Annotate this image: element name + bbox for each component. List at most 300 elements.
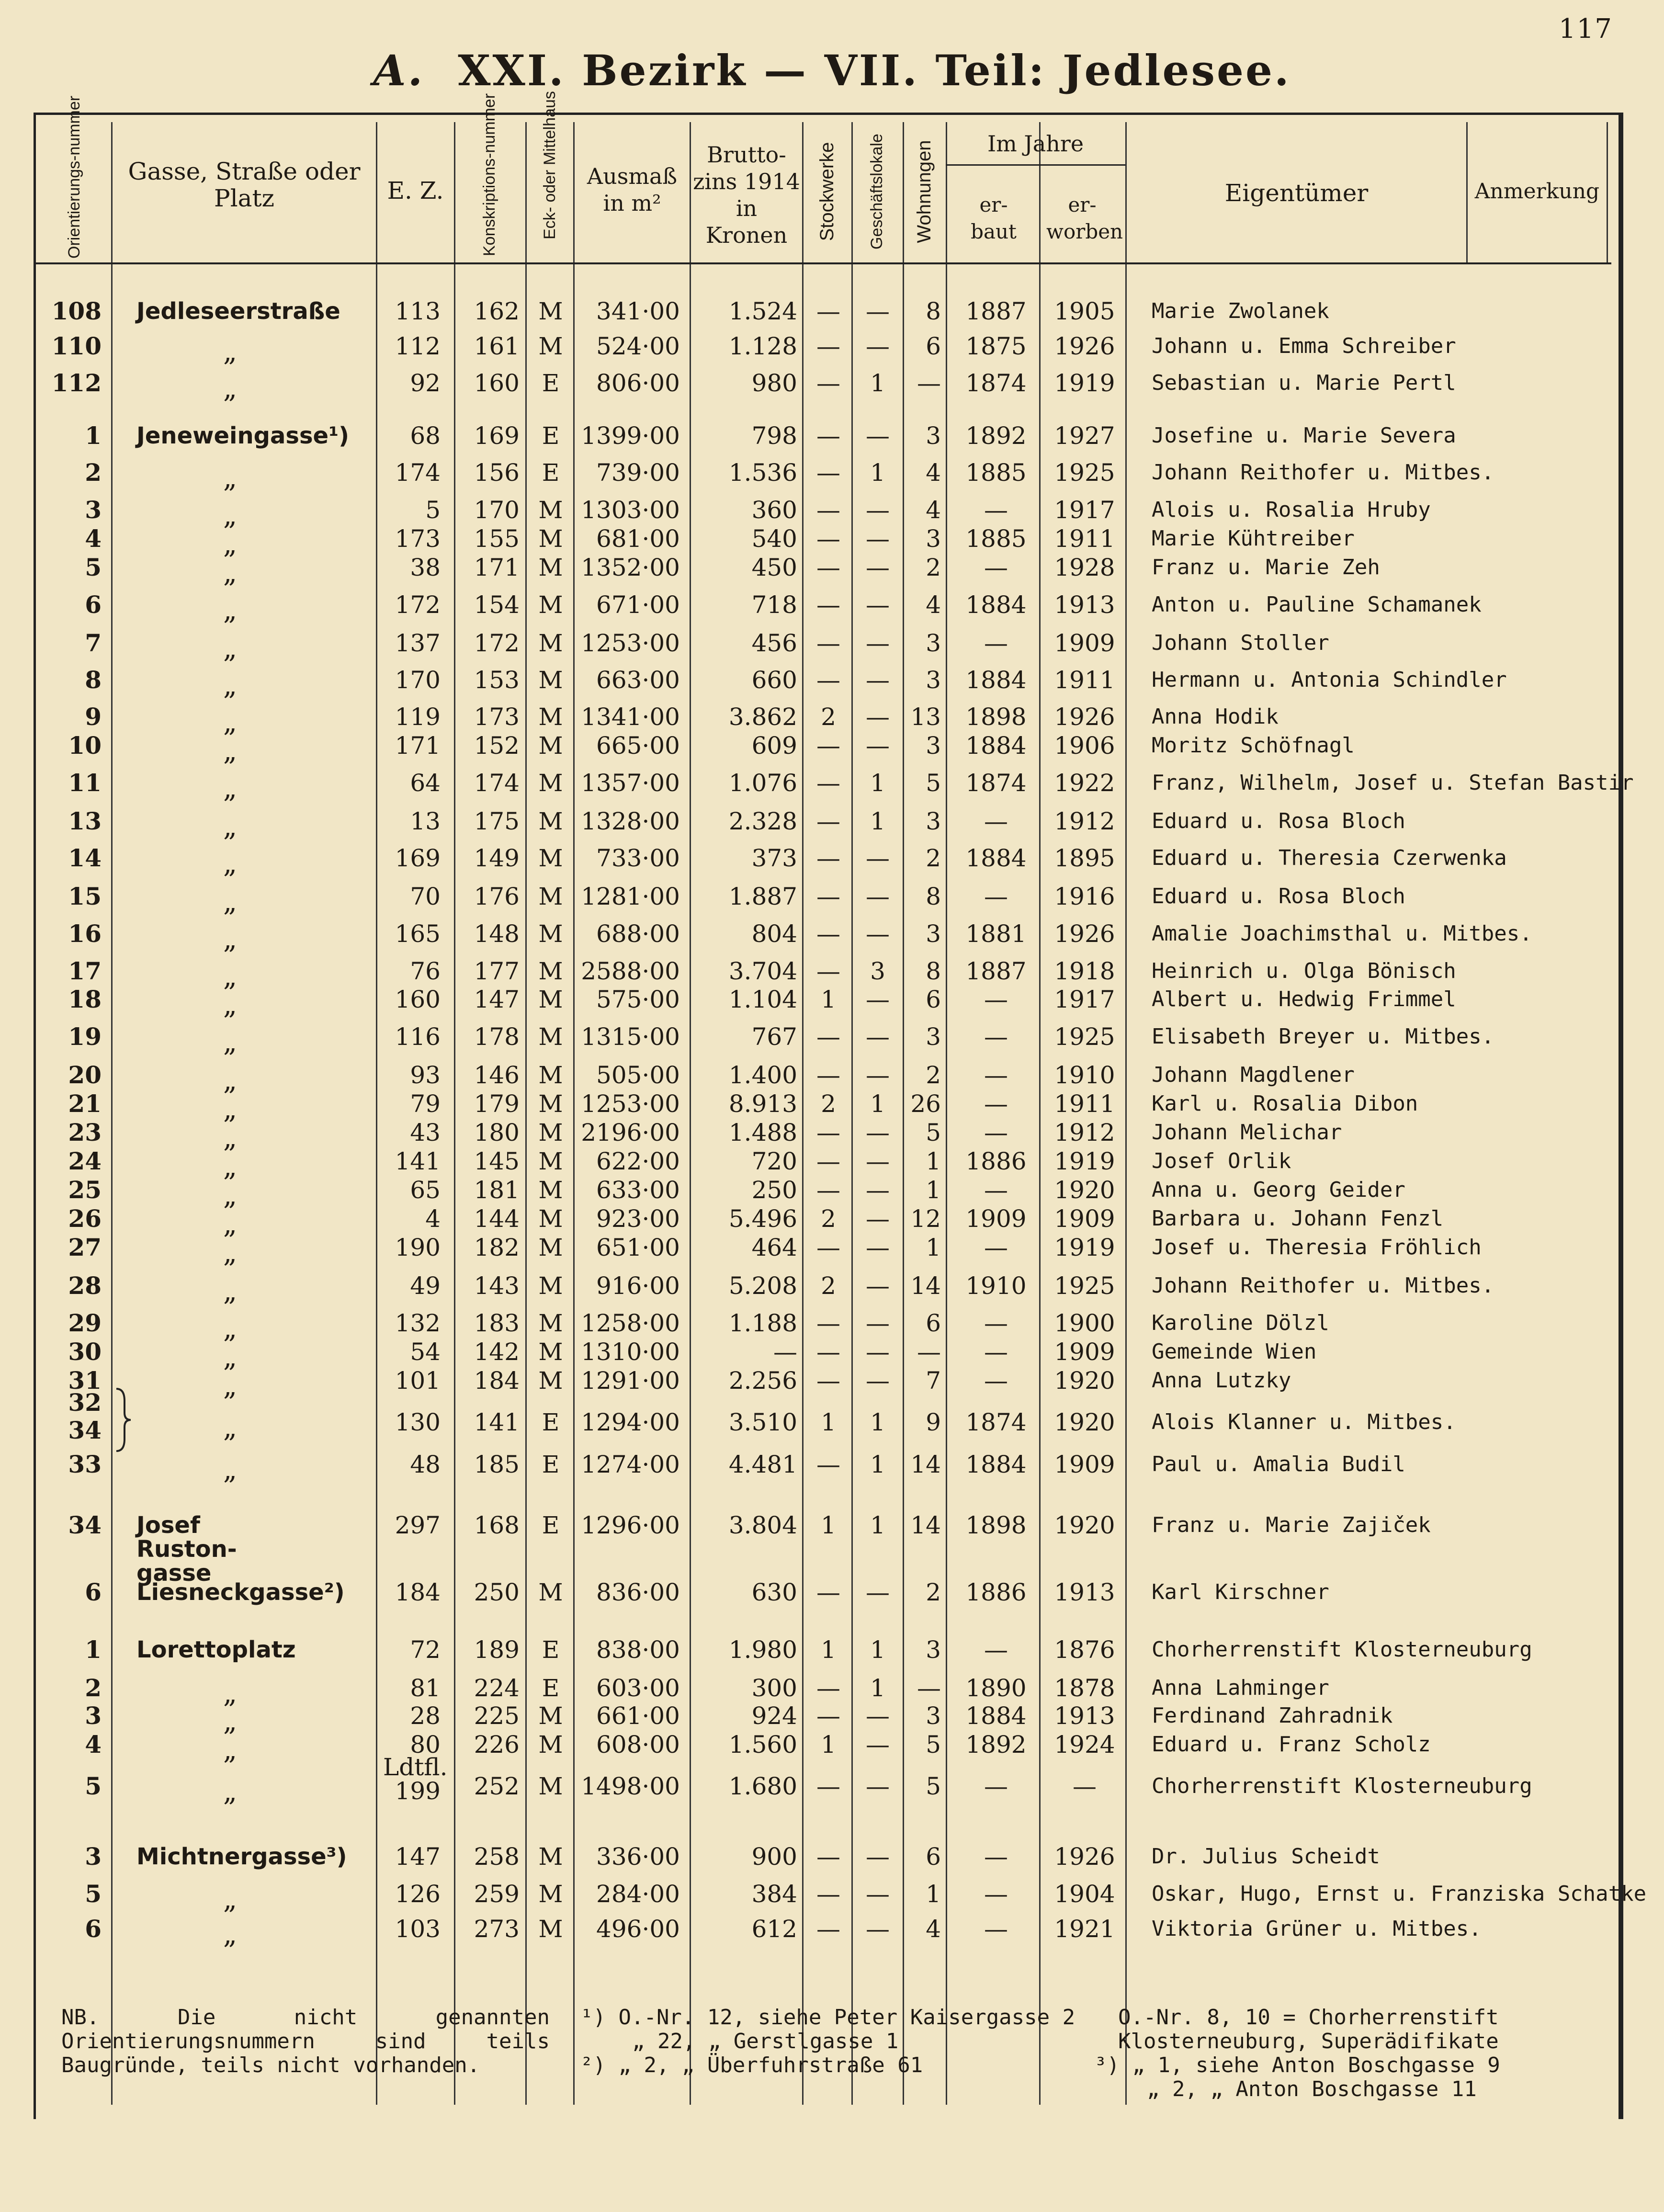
- cell-em: M: [538, 769, 563, 797]
- cell-aus: 1399·00: [581, 422, 680, 450]
- cell-st: —: [816, 459, 840, 487]
- cell-aus: 341·00: [596, 297, 680, 325]
- cell-em: M: [538, 1578, 563, 1606]
- column-rule: [111, 122, 113, 2105]
- cell-street: Michtnergasse³): [136, 1843, 347, 1870]
- cell-wo: 14: [910, 1272, 941, 1300]
- cell-st: —: [816, 1674, 840, 1702]
- cell-own: Anna Lahminger: [1152, 1676, 1329, 1700]
- cell-wo: —: [917, 1338, 941, 1366]
- cell-st: —: [816, 1119, 840, 1146]
- cell-wo: 8: [926, 883, 941, 910]
- cell-kn: 189: [474, 1636, 520, 1664]
- cell-em: M: [538, 1205, 563, 1233]
- cell-em: M: [538, 1119, 563, 1146]
- cell-st: 1: [821, 1408, 836, 1436]
- cell-kn: 179: [474, 1090, 520, 1118]
- cell-em: M: [538, 297, 563, 325]
- cell-ez: Ldtfl. 199: [383, 1753, 448, 1805]
- cell-eb: 1885: [965, 525, 1027, 553]
- cell-own: Anna Hodik: [1152, 704, 1279, 729]
- cell-st: —: [816, 525, 840, 553]
- cell-em: E: [542, 1451, 560, 1478]
- cell-aus: 284·00: [596, 1880, 680, 1908]
- cell-own: Viktoria Grüner u. Mitbes.: [1152, 1917, 1482, 1941]
- cell-ono: 20: [68, 1061, 102, 1089]
- cell-aus: 806·00: [596, 369, 680, 397]
- cell-gl: —: [866, 920, 890, 948]
- cell-bz: 804: [751, 920, 797, 948]
- cell-ono: 33: [68, 1450, 102, 1478]
- cell-st: —: [816, 807, 840, 835]
- cell-aus: 505·00: [596, 1061, 680, 1089]
- cell-street: „: [223, 336, 238, 367]
- cell-eb: —: [984, 1772, 1008, 1800]
- cell-ez: 184: [395, 1578, 441, 1606]
- cell-eb: 1898: [965, 1511, 1027, 1539]
- cell-aus: 1291·00: [581, 1367, 680, 1395]
- cell-eb: 1909: [965, 1205, 1027, 1233]
- cell-kn: 173: [474, 703, 520, 731]
- cell-ew: 1920: [1054, 1408, 1115, 1436]
- footnote-3a: ³) „ 1, siehe Anton Boschgasse 9: [1094, 2053, 1500, 2077]
- cell-aus: 838·00: [596, 1636, 680, 1664]
- cell-bz: 464: [751, 1234, 797, 1261]
- cell-ew: 1925: [1054, 459, 1115, 487]
- cell-aus: 688·00: [596, 920, 680, 948]
- cell-gl: —: [866, 1578, 890, 1606]
- cell-st: —: [816, 1061, 840, 1089]
- cell-st: —: [816, 1023, 840, 1051]
- cell-ono: 4: [85, 524, 102, 553]
- cell-kn: 226: [474, 1731, 520, 1758]
- cell-em: M: [538, 732, 563, 760]
- cell-ew: 1922: [1054, 769, 1115, 797]
- header-ausmass: Ausmaß in m²: [587, 163, 678, 216]
- cell-kn: 252: [474, 1772, 520, 1800]
- cell-eb: —: [984, 1843, 1008, 1871]
- cell-ez: 170: [395, 666, 441, 694]
- cell-wo: 4: [926, 591, 941, 619]
- cell-bz: 609: [751, 732, 797, 760]
- cell-bz: 1.128: [728, 332, 797, 360]
- cell-ew: 1913: [1054, 1578, 1115, 1606]
- cell-street: „: [223, 1342, 238, 1373]
- cell-ono: 7: [85, 629, 102, 657]
- cell-ew: 1878: [1054, 1674, 1115, 1702]
- cell-aus: 1253·00: [581, 629, 680, 657]
- cell-st: 2: [821, 703, 836, 731]
- cell-gl: —: [866, 591, 890, 619]
- header-im-jahre: Im Jahre: [987, 131, 1084, 157]
- cell-kn: 182: [474, 1234, 520, 1261]
- cell-ew: 1909: [1054, 1205, 1115, 1233]
- cell-own: Johann u. Emma Schreiber: [1152, 334, 1456, 358]
- cell-em: M: [538, 525, 563, 553]
- cell-own: Albert u. Hedwig Frimmel: [1152, 987, 1456, 1011]
- cell-em: M: [538, 1061, 563, 1089]
- cell-kn: 174: [474, 769, 520, 797]
- cell-own: Anna u. Georg Geider: [1152, 1178, 1405, 1202]
- cell-st: —: [816, 591, 840, 619]
- cell-ez: 72: [410, 1636, 441, 1664]
- cell-ez: 76: [410, 957, 441, 985]
- cell-bz: 3.510: [728, 1408, 797, 1436]
- cell-em: M: [538, 1843, 563, 1871]
- cell-ew: 1911: [1054, 666, 1115, 694]
- cell-bz: 1.488: [728, 1119, 797, 1146]
- cell-own: Barbara u. Johann Fenzl: [1152, 1206, 1444, 1231]
- cell-eb: —: [984, 807, 1008, 835]
- cell-kn: 152: [474, 732, 520, 760]
- cell-gl: 1: [870, 807, 885, 835]
- cell-bz: 540: [751, 525, 797, 553]
- cell-em: M: [538, 1880, 563, 1908]
- cell-street: „: [223, 1065, 238, 1096]
- cell-em: M: [538, 591, 563, 619]
- cell-ono: 5: [85, 553, 102, 581]
- cell-kn: 250: [474, 1578, 520, 1606]
- cell-kn: 153: [474, 666, 520, 694]
- cell-kn: 184: [474, 1367, 520, 1395]
- cell-street: „: [223, 1371, 238, 1402]
- cell-own: Hermann u. Antonia Schindler: [1152, 668, 1507, 692]
- cell-aus: 923·00: [596, 1205, 680, 1233]
- cell-st: —: [816, 1147, 840, 1175]
- cell-wo: 1: [926, 1234, 941, 1261]
- cell-eb: 1898: [965, 703, 1027, 731]
- cell-street: „: [223, 633, 238, 664]
- cell-kn: 141: [474, 1408, 520, 1436]
- cell-ew: 1918: [1054, 957, 1115, 985]
- cell-ew: 1909: [1054, 1451, 1115, 1478]
- cell-ez: 54: [410, 1338, 441, 1366]
- cell-ez: 174: [395, 459, 441, 487]
- cell-st: —: [816, 883, 840, 910]
- cell-street: „: [223, 886, 238, 918]
- cell-bz: 612: [751, 1915, 797, 1943]
- cell-kn: 183: [474, 1309, 520, 1337]
- cell-kn: 170: [474, 496, 520, 524]
- cell-own: Josefine u. Marie Severa: [1152, 423, 1456, 448]
- page-number: 117: [1559, 13, 1613, 45]
- cell-eb: 1887: [965, 297, 1027, 325]
- cell-own: Josef Orlik: [1152, 1149, 1291, 1173]
- cell-own: Eduard u. Rosa Bloch: [1152, 809, 1405, 833]
- brace-icon: [114, 1386, 133, 1453]
- cell-eb: 1887: [965, 957, 1027, 985]
- cell-own: Eduard u. Theresia Czerwenka: [1152, 846, 1507, 870]
- cell-aus: 1296·00: [581, 1511, 680, 1539]
- cell-aus: 665·00: [596, 732, 680, 760]
- cell-wo: 6: [926, 1309, 941, 1337]
- cell-ez: 160: [395, 986, 441, 1013]
- cell-aus: 496·00: [596, 1915, 680, 1943]
- cell-street: Josef Ruston-gasse: [136, 1512, 237, 1587]
- cell-gl: 1: [870, 1511, 885, 1539]
- cell-ez: 92: [410, 369, 441, 397]
- cell-st: —: [816, 1843, 840, 1871]
- cell-ew: 1928: [1054, 554, 1115, 581]
- cell-own: Chorherrenstift Klosterneuburg: [1152, 1774, 1532, 1798]
- cell-aus: 1498·00: [581, 1772, 680, 1800]
- header-eigentuemer: Eigentümer: [1224, 179, 1369, 207]
- cell-eb: —: [984, 1119, 1008, 1146]
- cell-ono: 9: [85, 703, 102, 731]
- cell-kn: 161: [474, 332, 520, 360]
- cell-eb: —: [984, 883, 1008, 910]
- cell-street: „: [223, 1454, 238, 1486]
- column-rule: [946, 122, 947, 2105]
- cell-ez: 49: [410, 1272, 441, 1300]
- cell-gl: —: [866, 1702, 890, 1730]
- cell-aus: 1258·00: [581, 1309, 680, 1337]
- cell-street: „: [223, 773, 238, 804]
- cell-kn: 155: [474, 525, 520, 553]
- cell-ono: 15: [68, 882, 102, 910]
- cell-ez: 171: [395, 732, 441, 760]
- cell-gl: 1: [870, 1090, 885, 1118]
- cell-em: M: [538, 1176, 563, 1204]
- cell-own: Oskar, Hugo, Ernst u. Franziska Schatke: [1152, 1882, 1647, 1906]
- cell-gl: —: [866, 1338, 890, 1366]
- cell-wo: 1: [926, 1880, 941, 1908]
- cell-aus: 1357·00: [581, 769, 680, 797]
- cell-kn: 143: [474, 1272, 520, 1300]
- cell-kn: 176: [474, 883, 520, 910]
- cell-wo: 2: [926, 1061, 941, 1089]
- cell-own: Franz, Wilhelm, Josef u. Stefan Bastir: [1152, 771, 1634, 795]
- cell-st: —: [816, 732, 840, 760]
- cell-st: —: [816, 496, 840, 524]
- cell-bz: 718: [751, 591, 797, 619]
- cell-ono: 18: [68, 985, 102, 1013]
- cell-st: —: [816, 957, 840, 985]
- cell-ono: 6: [85, 1915, 102, 1943]
- cell-street: Liesneckgasse²): [136, 1579, 345, 1606]
- cell-ew: 1926: [1054, 332, 1115, 360]
- cell-eb: 1881: [965, 920, 1027, 948]
- cell-st: —: [816, 1338, 840, 1366]
- cell-st: —: [816, 1176, 840, 1204]
- footnote-2: ²) „ 2, „ Überfuhrstraße 61: [580, 2053, 923, 2077]
- cell-aus: 633·00: [596, 1176, 680, 1204]
- cell-eb: —: [984, 1636, 1008, 1664]
- cell-ono: 2: [85, 1674, 102, 1702]
- cell-ono: 25: [68, 1176, 102, 1204]
- cell-aus: 916·00: [596, 1272, 680, 1300]
- cell-kn: 177: [474, 957, 520, 985]
- cell-ez: 116: [395, 1023, 441, 1051]
- footnote-1b: „ 22, „ Gerstlgasse 1: [632, 2029, 899, 2053]
- cell-eb: 1875: [965, 332, 1027, 360]
- cell-wo: 3: [926, 807, 941, 835]
- column-rule: [1607, 122, 1608, 263]
- cell-wo: 5: [926, 1731, 941, 1758]
- cell-kn: 142: [474, 1338, 520, 1366]
- cell-gl: —: [866, 1147, 890, 1175]
- cell-ono: 112: [51, 369, 102, 397]
- cell-kn: 146: [474, 1061, 520, 1089]
- cell-bz: 767: [751, 1023, 797, 1051]
- cell-gl: —: [866, 496, 890, 524]
- cell-aus: 336·00: [596, 1843, 680, 1871]
- cell-wo: 3: [926, 422, 941, 450]
- header-rule: [36, 262, 1611, 264]
- cell-eb: —: [984, 1309, 1008, 1337]
- cell-ez: 173: [395, 525, 441, 553]
- cell-ono: 21: [68, 1089, 102, 1118]
- cell-aus: 524·00: [596, 332, 680, 360]
- cell-ew: 1900: [1054, 1309, 1115, 1337]
- cell-kn: 156: [474, 459, 520, 487]
- cell-ew: 1917: [1054, 496, 1115, 524]
- cell-street: „: [223, 1151, 238, 1182]
- cell-gl: 1: [870, 1636, 885, 1664]
- cell-eb: 1884: [965, 1702, 1027, 1730]
- cell-street: „: [223, 595, 238, 626]
- cell-gl: 1: [870, 769, 885, 797]
- cell-street: „: [223, 924, 238, 955]
- cell-ez: 64: [410, 769, 441, 797]
- cell-bz: 450: [751, 554, 797, 581]
- cell-eb: 1874: [965, 769, 1027, 797]
- cell-em: E: [542, 459, 560, 487]
- cell-wo: 5: [926, 1119, 941, 1146]
- cell-gl: —: [866, 1272, 890, 1300]
- cell-gl: —: [866, 629, 890, 657]
- cell-em: M: [538, 1702, 563, 1730]
- cell-em: M: [538, 1915, 563, 1943]
- cell-gl: 1: [870, 459, 885, 487]
- cell-em: M: [538, 1731, 563, 1758]
- cell-aus: 1274·00: [581, 1451, 680, 1478]
- header-anmerkung: Anmerkung: [1474, 179, 1600, 204]
- cell-st: 2: [821, 1272, 836, 1300]
- column-rule: [376, 122, 377, 2105]
- cell-em: M: [538, 1367, 563, 1395]
- cell-ez: 101: [395, 1367, 441, 1395]
- cell-own: Marie Kühtreiber: [1152, 526, 1355, 551]
- cell-aus: 651·00: [596, 1234, 680, 1261]
- cell-st: 2: [821, 1205, 836, 1233]
- cell-gl: 1: [870, 369, 885, 397]
- cell-street: „: [223, 1412, 238, 1443]
- cell-own: Karoline Dölzl: [1152, 1311, 1329, 1335]
- cell-st: —: [816, 1451, 840, 1478]
- cell-own: Johann Reithofer u. Mitbes.: [1152, 460, 1494, 485]
- cell-ew: 1906: [1054, 732, 1115, 760]
- cell-bz: 384: [751, 1880, 797, 1908]
- cell-ez: 5: [425, 496, 441, 524]
- cell-eb: 1885: [965, 459, 1027, 487]
- cell-own: Moritz Schöfnagl: [1152, 733, 1355, 758]
- cell-aus: 2588·00: [581, 957, 680, 985]
- cell-own: Paul u. Amalia Budil: [1152, 1452, 1405, 1476]
- cell-ew: 1921: [1054, 1915, 1115, 1943]
- cell-wo: 3: [926, 1702, 941, 1730]
- cell-ez: 137: [395, 629, 441, 657]
- cell-ew: 1925: [1054, 1023, 1115, 1051]
- cell-ew: 1913: [1054, 1702, 1115, 1730]
- cell-em: E: [542, 369, 560, 397]
- cell-street: „: [223, 1884, 238, 1915]
- column-rule: [454, 122, 455, 2105]
- cell-st: —: [816, 297, 840, 325]
- cell-bz: 360: [751, 496, 797, 524]
- cell-ono: 4: [85, 1730, 102, 1758]
- cell-gl: —: [866, 332, 890, 360]
- cell-gl: —: [866, 422, 890, 450]
- cell-wo: 7: [926, 1367, 941, 1395]
- cell-wo: —: [917, 1674, 941, 1702]
- cell-ez: 126: [395, 1880, 441, 1908]
- cell-st: —: [816, 666, 840, 694]
- cell-aus: 622·00: [596, 1147, 680, 1175]
- cell-eb: —: [984, 1023, 1008, 1051]
- cell-street: „: [223, 1919, 238, 1950]
- cell-aus: 1253·00: [581, 1090, 680, 1118]
- cell-gl: —: [866, 1176, 890, 1204]
- cell-wo: 4: [926, 459, 941, 487]
- cell-eb: 1890: [965, 1674, 1027, 1702]
- cell-aus: 836·00: [596, 1578, 680, 1606]
- cell-street: „: [223, 463, 238, 494]
- cell-ez: 190: [395, 1234, 441, 1261]
- cell-em: M: [538, 496, 563, 524]
- cell-em: M: [538, 554, 563, 581]
- cell-wo: 3: [926, 629, 941, 657]
- cell-street: „: [223, 529, 238, 560]
- cell-own: Franz u. Marie Zeh: [1152, 555, 1380, 579]
- cell-wo: 3: [926, 525, 941, 553]
- cell-bz: 1.887: [728, 883, 797, 910]
- cell-ono: 5: [85, 1880, 102, 1908]
- cell-gl: —: [866, 1119, 890, 1146]
- cell-eb: —: [984, 1880, 1008, 1908]
- cell-bz: 980: [751, 369, 797, 397]
- cell-kn: 178: [474, 1023, 520, 1051]
- cell-ez: 81: [410, 1674, 441, 1702]
- cell-wo: 26: [910, 1090, 941, 1118]
- footnote-1a: ¹) O.-Nr. 12, siehe Peter Kaisergasse 2: [580, 2005, 1075, 2030]
- cell-em: M: [538, 629, 563, 657]
- cell-bz: 1.188: [728, 1309, 797, 1337]
- column-rule: [802, 122, 804, 2105]
- cell-eb: —: [984, 986, 1008, 1013]
- cell-wo: 1: [926, 1176, 941, 1204]
- cell-wo: 14: [910, 1451, 941, 1478]
- cell-gl: —: [866, 525, 890, 553]
- cell-wo: 3: [926, 732, 941, 760]
- cell-bz: 1.076: [728, 769, 797, 797]
- cell-aus: 1341·00: [581, 703, 680, 731]
- cell-gl: —: [866, 1309, 890, 1337]
- cell-own: Johann Melichar: [1152, 1120, 1342, 1145]
- cell-ono: 16: [68, 919, 102, 948]
- footnote-3b: „ 2, „ Anton Boschgasse 11: [1147, 2077, 1477, 2101]
- cell-aus: 733·00: [596, 844, 680, 872]
- cell-eb: —: [984, 629, 1008, 657]
- cell-ono: 3: [85, 496, 102, 524]
- cell-own: Ferdinand Zahradnik: [1152, 1703, 1393, 1728]
- cell-own: Sebastian u. Marie Pertl: [1152, 371, 1456, 395]
- cell-bz: 1.104: [728, 986, 797, 1013]
- cell-eb: 1884: [965, 666, 1027, 694]
- cell-kn: 162: [474, 297, 520, 325]
- cell-bz: 2.256: [728, 1367, 797, 1395]
- cell-ono: 24: [68, 1147, 102, 1175]
